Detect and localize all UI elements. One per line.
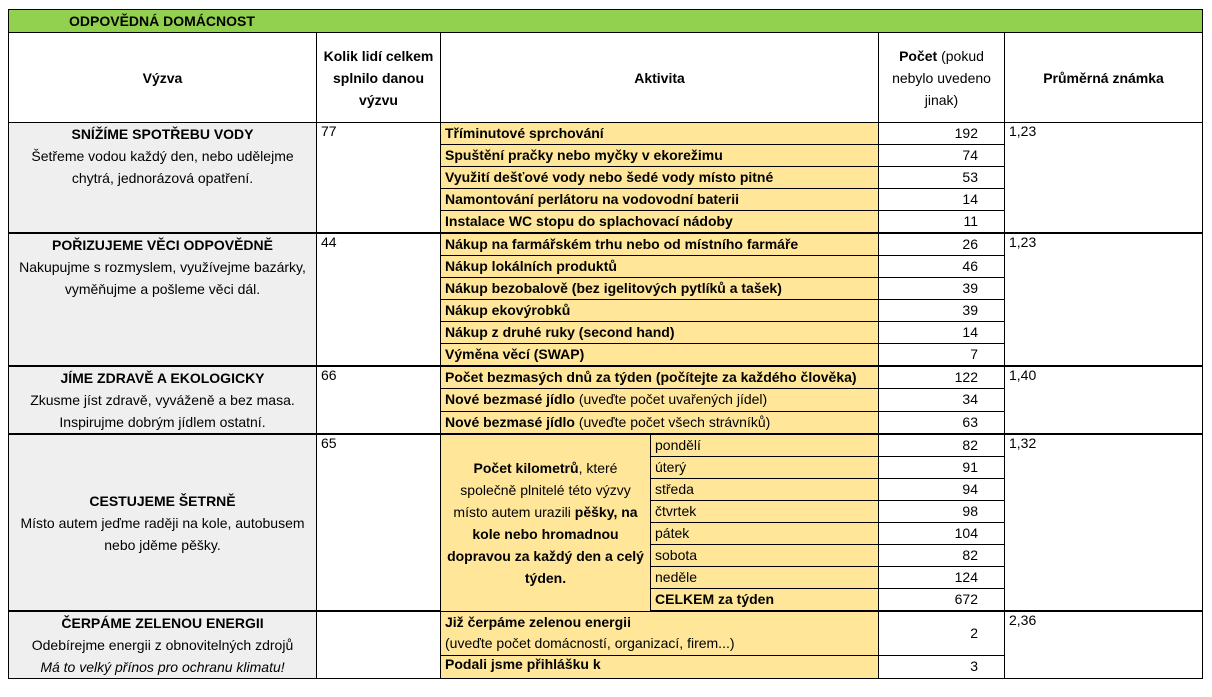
activity-label-text: Nové bezmasé jídlo [445, 413, 575, 430]
activity-label: Spuštění pračky nebo myčky v ekorežimu [441, 145, 879, 167]
activity-label [441, 389, 879, 411]
challenge-travel [9, 434, 317, 611]
day-label: neděle [651, 567, 879, 589]
header-count-bold: Počet [899, 47, 938, 64]
activity-value: 53 [879, 167, 1005, 189]
results-table [8, 9, 1203, 679]
activity-label: Výměna věcí (SWAP) [441, 344, 879, 367]
activity-label: Nákup lokálních produktů [441, 256, 879, 278]
activity-value: 63 [879, 411, 1005, 434]
day-label: úterý [651, 457, 879, 479]
challenge-title: CESTUJEME ŠETRNĚ [89, 492, 236, 509]
day-value: 82 [879, 434, 1005, 457]
header-activity: Aktivita [441, 33, 879, 123]
day-value: 124 [879, 567, 1005, 589]
average-grade: 1,40 [1005, 366, 1203, 434]
challenge-water [9, 123, 317, 234]
header-grade: Průměrná známka [1005, 33, 1203, 123]
header-count-note: (pokud nebylo uvedeno jinak) [892, 47, 991, 108]
activity-label [441, 611, 879, 655]
challenge-energy [9, 611, 317, 679]
km-desc-bold-end: pěšky, na kole nebo hromadnou dopravou za každý den a celý týden. [447, 503, 644, 586]
results-sheet [8, 9, 1202, 679]
activity-value: 7 [879, 344, 1005, 367]
activity-value: 14 [879, 322, 1005, 344]
day-value: 104 [879, 523, 1005, 545]
activity-value: 192 [879, 123, 1005, 145]
activity-value: 26 [879, 233, 1005, 256]
challenge-desc: Odebírejme energii z obnovitelných zdrojů [31, 637, 294, 653]
week-total-value: 672 [879, 589, 1005, 612]
activity-label: Tříminutové sprchování [441, 123, 879, 145]
activity-value: 122 [879, 366, 1005, 389]
activity-label-note: (uveďte počet všech strávníků) [574, 413, 771, 430]
km-desc-normal: , které společně plnitelé této výzvy místo autem urazili [453, 459, 631, 520]
activity-value: 39 [879, 300, 1005, 322]
average-grade: 2,36 [1005, 611, 1203, 679]
week-total-label: CELKEM za týden [651, 589, 879, 612]
activity-value: 74 [879, 145, 1005, 167]
day-value: 82 [879, 545, 1005, 567]
header-people: Kolik lidí celkem splnilo danou výzvu [317, 33, 441, 123]
challenge-shopping [9, 233, 317, 366]
day-value: 94 [879, 479, 1005, 501]
activity-label [441, 411, 879, 434]
activity-label: Nákup bezobalově (bez igelitových pytlíků a tašek) [441, 278, 879, 300]
activity-label: Namontování perlátoru na vodovodní baterii [441, 189, 879, 211]
day-label: pondělí [651, 434, 879, 457]
activity-value: 34 [879, 389, 1005, 411]
activity-value: 2 [879, 611, 1005, 655]
people-count: 77 [317, 123, 441, 234]
day-label: sobota [651, 545, 879, 567]
activity-label: Nákup na farmářském trhu nebo od místního farmáře [441, 233, 879, 256]
activity-label: Nákup ekovýrobků [441, 300, 879, 322]
average-grade: 1,23 [1005, 233, 1203, 366]
people-count: 44 [317, 233, 441, 366]
challenge-title: JÍME ZDRAVĚ A EKOLOGICKY [60, 370, 265, 386]
challenge-desc-italic: Má to velký přínos pro ochranu klimatu! [40, 659, 285, 675]
average-grade: 1,32 [1005, 434, 1203, 611]
day-label: čtvrtek [651, 501, 879, 523]
activity-label-note: (uveďte počet domácností, organizací, firem...) [445, 635, 735, 651]
challenge-desc: Nakupujme s rozmyslem, využívejme bazárky, vyměňujme a pošleme věci dál. [19, 259, 306, 297]
challenge-title: SNÍŽÍME SPOTŘEBU VODY [71, 126, 254, 142]
challenge-desc: Místo autem jeďme raději na kole, autobusem nebo jděme pěšky. [20, 514, 305, 553]
activity-label-note: (uveďte počet uvařených jídel) [574, 391, 768, 408]
day-value: 91 [879, 457, 1005, 479]
challenge-food [9, 366, 317, 434]
day-label: středa [651, 479, 879, 501]
activity-value: 11 [879, 211, 1005, 234]
average-grade: 1,23 [1005, 123, 1203, 234]
people-count [317, 611, 441, 679]
km-description [441, 434, 651, 611]
header-count [879, 33, 1005, 123]
header-challenge: Výzva [9, 33, 317, 123]
km-desc-bold: Počet kilometrů [473, 459, 579, 476]
activity-label-text: Nové bezmasé jídlo [445, 391, 575, 408]
day-label: pátek [651, 523, 879, 545]
people-count: 66 [317, 366, 441, 434]
activity-label: Instalace WC stopu do splachovací nádoby [441, 211, 879, 234]
sheet-title: ODPOVĚDNÁ DOMÁCNOST [9, 10, 1203, 33]
activity-value: 14 [879, 189, 1005, 211]
activity-label: Nákup z druhé ruky (second hand) [441, 322, 879, 344]
challenge-title: ČERPÁME ZELENOU ENERGII [61, 615, 264, 631]
activity-label [441, 366, 879, 389]
activity-value: 46 [879, 256, 1005, 278]
activity-value: 39 [879, 278, 1005, 300]
activity-value: 3 [879, 655, 1005, 678]
activity-label-text: Již čerpáme zelenou energii [445, 614, 631, 630]
day-value: 98 [879, 501, 1005, 523]
people-count: 65 [317, 434, 441, 611]
activity-label: Podali jsme přihlášku k [441, 655, 879, 678]
activity-label-text: Počet bezmasých dnů za týden (počítejte za každého člověka) [445, 369, 857, 386]
challenge-desc: Šetřeme vodou každý den, nebo udělejme chytrá, jednorázová opatření. [31, 148, 294, 186]
challenge-desc: Zkusme jíst zdravě, vyváženě a bez masa. Inspirujme dobrým jídlem ostatní. [30, 392, 295, 430]
challenge-title: POŘIZUJEME VĚCI ODPOVĚDNĚ [52, 237, 273, 253]
activity-label: Využití dešťové vody nebo šedé vody místo pitné [441, 167, 879, 189]
